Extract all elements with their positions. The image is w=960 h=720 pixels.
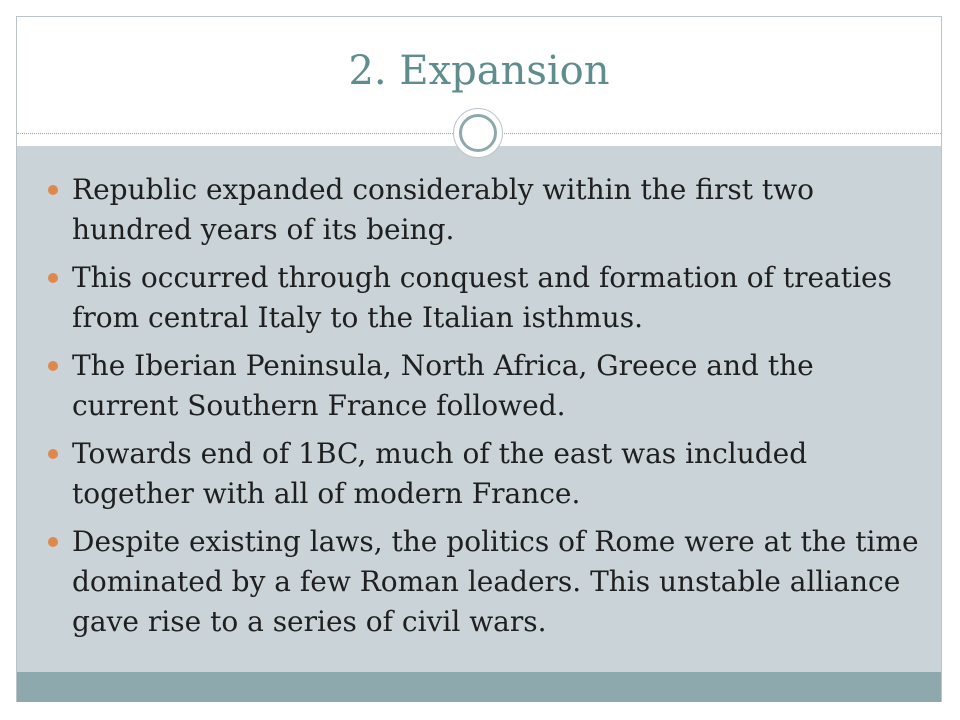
bullet-dot-icon <box>48 449 58 459</box>
footer-band <box>17 672 941 702</box>
bullet-item <box>44 346 924 426</box>
bullet-dot-icon <box>48 273 58 283</box>
bullet-text: Despite existing laws, the politics of Rome were at the time dominated by a few Roman leaders. This unstable alliance gave rise to a series of civil wars. <box>72 525 919 638</box>
bullet-item <box>44 522 924 642</box>
bullet-list <box>44 170 924 650</box>
bullet-text: Towards end of 1BC, much of the east was included together with all of modern France. <box>72 437 808 510</box>
bullet-text: Republic expanded considerably within the first two hundred years of its being. <box>72 173 814 246</box>
bullet-text: This occurred through conquest and formation of treaties from central Italy to the Italian isthmus. <box>72 261 892 334</box>
bullet-item <box>44 258 924 338</box>
bullet-dot-icon <box>48 185 58 195</box>
bullet-dot-icon <box>48 537 58 547</box>
divider-ring-icon <box>459 114 497 152</box>
bullet-item <box>44 170 924 250</box>
bullet-item <box>44 434 924 514</box>
bullet-dot-icon <box>48 361 58 371</box>
bullet-text: The Iberian Peninsula, North Africa, Greece and the current Southern France followed. <box>72 349 814 422</box>
slide-title: 2. Expansion <box>348 48 610 94</box>
